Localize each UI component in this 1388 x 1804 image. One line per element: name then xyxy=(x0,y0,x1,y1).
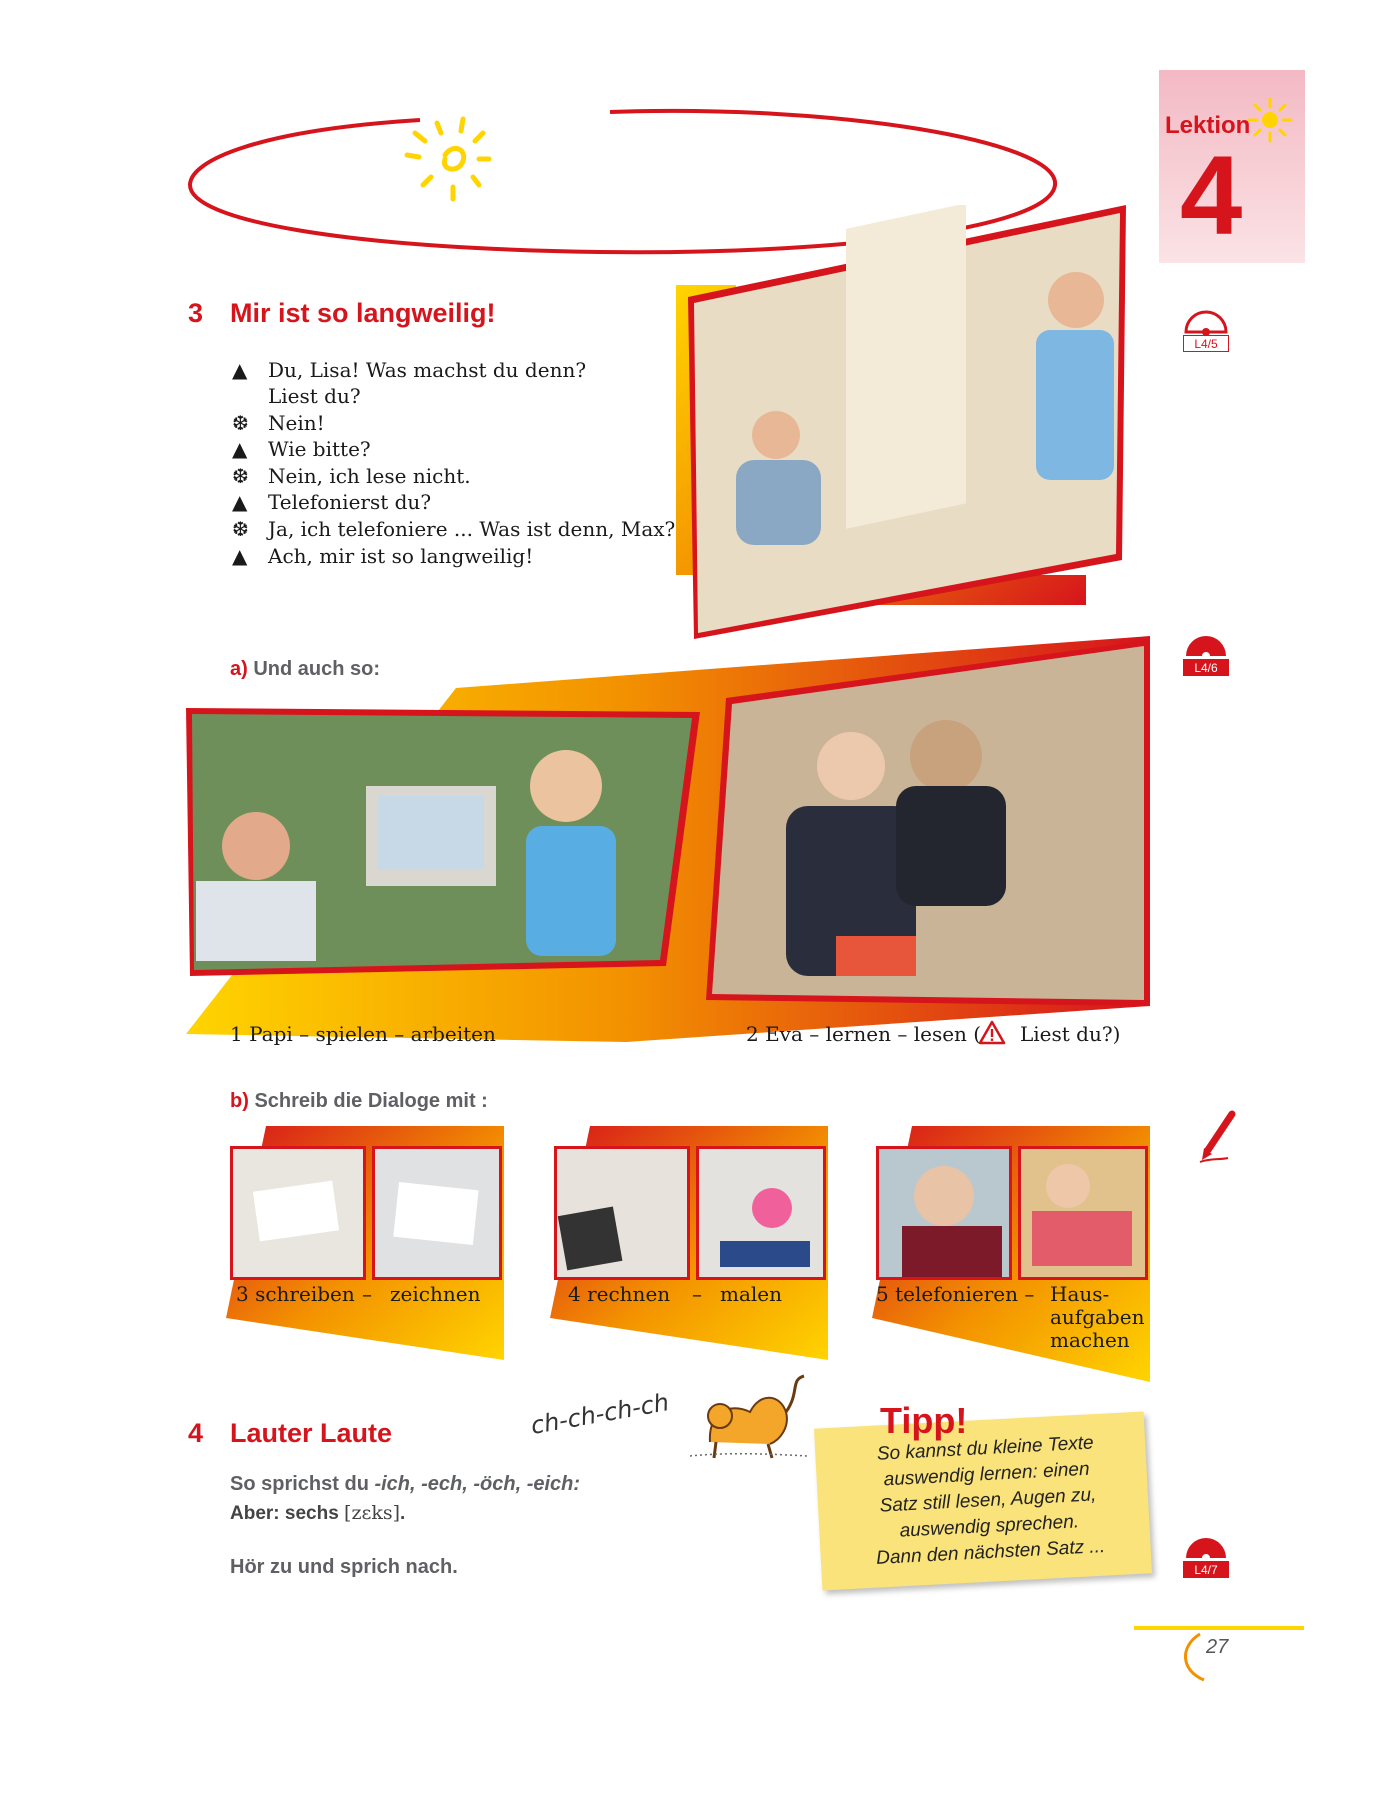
part-b-title: Schreib die Dialoge mit : xyxy=(254,1090,488,1112)
audio-cd-icon[interactable] xyxy=(1180,1524,1232,1580)
part-a-title: Und auch so: xyxy=(253,658,381,680)
caption-eva: 2 Eva – lernen – lesen ( xyxy=(746,1022,982,1046)
caption-liest-du: Liest du?) xyxy=(1020,1022,1121,1046)
caption-schreiben: 3 schreiben xyxy=(236,1282,355,1306)
audio-cd-icon[interactable] xyxy=(1180,298,1232,354)
caption-dash: – xyxy=(692,1282,702,1306)
caption-malen: malen xyxy=(720,1282,783,1306)
triangle-icon: ▲ xyxy=(232,358,248,382)
caption-machen: machen xyxy=(1050,1328,1130,1352)
dialogue: ▲ Du, Lisa! Was machst du denn? Liest du? ❆ Nein! ▲ Wie bitte? ❆ Nein, ich lese nicht. ▲ Telefonierst du? ❆ Ja, ich telefoniere ... Was ist denn, Max? ▲ Ach, mir ist so langweilig! xyxy=(232,358,676,568)
pronunciation-line-2: Aber: sechs [zɛks]. xyxy=(230,1502,406,1524)
caption-rechnen: 4 rechnen xyxy=(568,1282,671,1306)
pronunciation-line-1: So sprichst du -ich, -ech, -öch, -eich: xyxy=(230,1473,581,1495)
exercise-4-title: Lauter Laute xyxy=(230,1418,393,1448)
audio-track-label: L4/5 xyxy=(1183,335,1229,352)
exercise-3-title: Mir ist so langweilig! xyxy=(230,298,496,328)
triangle-icon: ▲ xyxy=(232,544,248,568)
caption-telefonieren: 5 telefonieren – xyxy=(876,1282,1035,1306)
listen-instruction: Hör zu und sprich nach. xyxy=(230,1556,458,1578)
caption-papi: 1 Papi – spielen – arbeiten xyxy=(230,1022,496,1046)
caption-dash: – xyxy=(362,1282,372,1306)
page-number: 27 xyxy=(1206,1636,1229,1658)
exercise-4-number: 4 xyxy=(188,1418,204,1448)
tipp-text: So kannst du kleine Texte auswendig lernen: einen Satz still lesen, Augen zu, auswendig sprechen. Dann den nächsten Satz ... xyxy=(875,1432,1106,1569)
sound-label: ch-ch-ch-ch xyxy=(528,1388,671,1440)
part-b-letter: b) xyxy=(230,1090,249,1112)
audio-track-label: L4/6 xyxy=(1183,659,1229,676)
snowflake-icon: ❆ xyxy=(232,464,249,488)
photos-part-a xyxy=(186,636,1150,1042)
triangle-icon: ▲ xyxy=(232,490,248,514)
photo-eva-reading xyxy=(706,640,1150,1006)
warning-icon xyxy=(978,1020,1006,1046)
caption-aufgaben: aufgaben xyxy=(1050,1305,1145,1329)
snowflake-icon: ❆ xyxy=(232,411,249,435)
part-b-heading xyxy=(230,1090,488,1113)
cat-icon xyxy=(690,1372,810,1462)
photo-papi-computer xyxy=(186,708,700,976)
snowflake-icon: ❆ xyxy=(232,517,249,541)
pencil-icon xyxy=(1196,1108,1242,1164)
part-a-letter: a) xyxy=(230,658,248,680)
triangle-icon: ▲ xyxy=(232,437,248,461)
lesson-tab-sun-icon xyxy=(1245,95,1295,145)
exercise-3-number: 3 xyxy=(188,298,204,328)
photo-girl-on-phone xyxy=(676,205,1136,645)
audio-track-label: L4/7 xyxy=(1183,1561,1229,1578)
lesson-number: 4 xyxy=(1180,133,1243,258)
caption-zeichnen: zeichnen xyxy=(390,1282,481,1306)
photos-group-3 xyxy=(226,1126,506,1360)
page-number-rule xyxy=(1134,1626,1304,1630)
audio-cd-icon[interactable] xyxy=(1180,622,1232,678)
sun-icon xyxy=(407,119,489,199)
tipp-title: Tipp! xyxy=(880,1400,968,1441)
caption-haus: Haus- xyxy=(1050,1282,1110,1306)
lesson-label: Lektion xyxy=(1165,112,1251,139)
photos-group-4 xyxy=(550,1126,830,1360)
